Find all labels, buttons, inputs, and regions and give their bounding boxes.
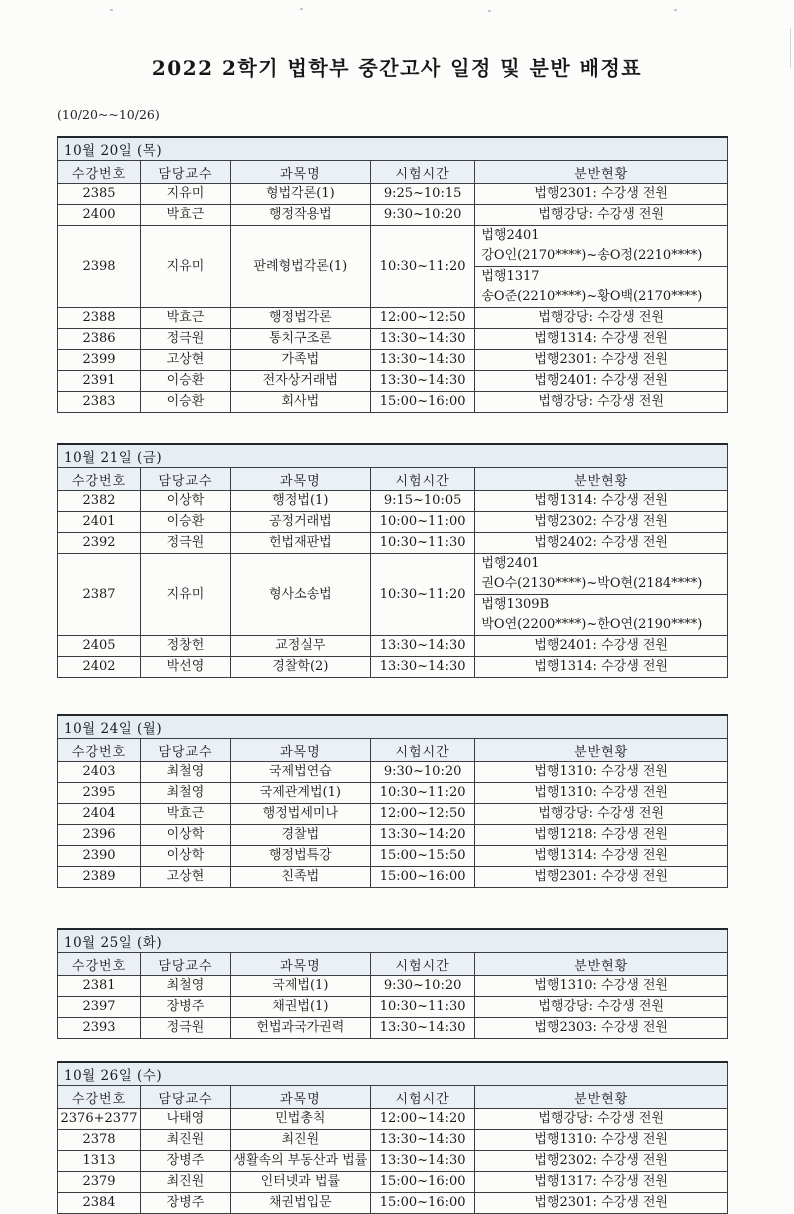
student-id-range: 박O연(2200****)~한O연(2190****): [481, 617, 703, 632]
course-code-cell: 2388: [58, 308, 141, 329]
room-assignment-cell: 법행1317: 수강생 전원: [475, 1172, 728, 1193]
exam-time-cell: 9:30~10:20: [370, 976, 475, 997]
professor-cell: 박선영: [141, 657, 231, 678]
room-name: 법행1317: [481, 269, 540, 284]
professor-cell: 이상학: [141, 491, 231, 512]
exam-time-cell: 9:30~10:20: [370, 205, 475, 226]
exam-time-cell: 10:30~11:20: [370, 226, 475, 308]
room-assignment-cell: 법행2301: 수강생 전원: [475, 1193, 728, 1214]
subject-cell: 국제법연습: [230, 762, 370, 783]
exam-table-3: [57, 714, 728, 888]
exam-row: [58, 1151, 728, 1172]
subject-cell: 가족법: [230, 350, 370, 371]
room-assignment-cell: [475, 226, 728, 308]
subject-cell: 헌법재판법: [230, 533, 370, 554]
column-header-room-assignment: 분반현황: [475, 953, 728, 976]
column-header-exam-time: 시험시간: [370, 468, 475, 491]
column-header-course-code: 수강번호: [58, 468, 141, 491]
exam-row: [58, 512, 728, 533]
course-code-cell: 2391: [58, 371, 141, 392]
table-date-header: 10월 20일 (목): [58, 137, 728, 161]
course-code-cell: 2397: [58, 997, 141, 1018]
course-code-cell: 2404: [58, 804, 141, 825]
subject-cell: 생활속의 부동산과 법률: [230, 1151, 370, 1172]
course-code-cell: 2382: [58, 491, 141, 512]
exam-time-cell: 12:00~12:50: [370, 804, 475, 825]
course-code-cell: 2385: [58, 184, 141, 205]
exam-time-cell: 13:30~14:30: [370, 1130, 475, 1151]
professor-cell: 장병주: [141, 1151, 231, 1172]
exam-time-cell: 10:30~11:20: [370, 554, 475, 636]
exam-row: [58, 825, 728, 846]
subject-cell: 채권법입문: [230, 1193, 370, 1214]
exam-row: [58, 1130, 728, 1151]
student-id-range: 강O인(2170****)~송O정(2210****): [481, 248, 703, 263]
exam-time-cell: 13:30~14:30: [370, 350, 475, 371]
column-header-professor: 담당교수: [141, 1086, 231, 1109]
subject-cell: 회사법: [230, 392, 370, 413]
professor-cell: 박효근: [141, 308, 231, 329]
exam-time-cell: 13:30~14:30: [370, 657, 475, 678]
room-name: 법행2401: [481, 228, 540, 243]
professor-cell: 정극원: [141, 1018, 231, 1039]
column-header-subject: 과목명: [230, 468, 370, 491]
room-assignment-cell: 법행2301: 수강생 전원: [475, 350, 728, 371]
course-code-cell: 2390: [58, 846, 141, 867]
room-assignment-cell: 법행강당: 수강생 전원: [475, 308, 728, 329]
exam-time-cell: 13:30~14:30: [370, 636, 475, 657]
exam-row: [58, 226, 728, 308]
course-code-cell: 2378: [58, 1130, 141, 1151]
course-code-cell: 2379: [58, 1172, 141, 1193]
subject-cell: 행정작용법: [230, 205, 370, 226]
exam-row: [58, 184, 728, 205]
room-assignment-cell: 법행1314: 수강생 전원: [475, 657, 728, 678]
subject-cell: 경찰학(2): [230, 657, 370, 678]
room-split-group: [475, 554, 727, 595]
course-code-cell: 2396: [58, 825, 141, 846]
room-assignment-cell: 법행1310: 수강생 전원: [475, 976, 728, 997]
course-code-cell: 2401: [58, 512, 141, 533]
room-assignment-cell: 법행2302: 수강생 전원: [475, 1151, 728, 1172]
exam-time-cell: 13:30~14:30: [370, 1018, 475, 1039]
professor-cell: 최진원: [141, 1130, 231, 1151]
professor-cell: 지유미: [141, 184, 231, 205]
subject-cell: 친족법: [230, 867, 370, 888]
room-assignment-cell: 법행1218: 수강생 전원: [475, 825, 728, 846]
subject-cell: 교정실무: [230, 636, 370, 657]
exam-time-cell: 10:30~11:30: [370, 533, 475, 554]
professor-cell: 정창헌: [141, 636, 231, 657]
room-split-group: [475, 595, 727, 635]
professor-cell: 정극원: [141, 329, 231, 350]
subject-cell: 행정법(1): [230, 491, 370, 512]
column-header-subject: 과목명: [230, 1086, 370, 1109]
scan-artifact: [110, 9, 113, 11]
course-code-cell: 2383: [58, 392, 141, 413]
room-assignment-cell: 법행2301: 수강생 전원: [475, 867, 728, 888]
exam-row: [58, 1018, 728, 1039]
course-code-cell: 2386: [58, 329, 141, 350]
column-header-subject: 과목명: [230, 739, 370, 762]
exam-time-cell: 13:30~14:30: [370, 329, 475, 350]
subject-cell: 채권법(1): [230, 997, 370, 1018]
exam-time-cell: 10:30~11:30: [370, 997, 475, 1018]
subject-cell: 행정법세미나: [230, 804, 370, 825]
professor-cell: 정극원: [141, 533, 231, 554]
room-assignment-cell: 법행1314: 수강생 전원: [475, 846, 728, 867]
column-header-course-code: 수강번호: [58, 953, 141, 976]
room-assignment-cell: 법행강당: 수강생 전원: [475, 205, 728, 226]
scan-artifact: [488, 10, 491, 12]
column-header-course-code: 수강번호: [58, 161, 141, 184]
course-code-cell: 2400: [58, 205, 141, 226]
exam-row: [58, 1193, 728, 1214]
column-header-professor: 담당교수: [141, 739, 231, 762]
exam-row: [58, 329, 728, 350]
exam-table-2: [57, 443, 728, 678]
subject-cell: 최진원: [230, 1130, 370, 1151]
subject-cell: 통치구조론: [230, 329, 370, 350]
table-date-header: 10월 24일 (월): [58, 715, 728, 739]
room-assignment-cell: 법행1314: 수강생 전원: [475, 329, 728, 350]
exam-time-cell: 15:00~16:00: [370, 1172, 475, 1193]
exam-time-cell: 15:00~16:00: [370, 392, 475, 413]
exam-time-cell: 15:00~15:50: [370, 846, 475, 867]
room-assignment-cell: [475, 554, 728, 636]
subject-cell: 전자상거래법: [230, 371, 370, 392]
course-code-cell: 2384: [58, 1193, 141, 1214]
professor-cell: 최진원: [141, 1172, 231, 1193]
exam-schedule-tables: [57, 136, 728, 1214]
exam-row: [58, 554, 728, 636]
course-code-cell: 2403: [58, 762, 141, 783]
exam-time-cell: 13:30~14:30: [370, 371, 475, 392]
room-assignment-cell: 법행1310: 수강생 전원: [475, 762, 728, 783]
subject-cell: 행정법각론: [230, 308, 370, 329]
exam-row: [58, 976, 728, 997]
professor-cell: 이승환: [141, 392, 231, 413]
table-date-header: 10월 21일 (금): [58, 444, 728, 468]
room-assignment-cell: 법행2302: 수강생 전원: [475, 512, 728, 533]
scan-artifact: [790, 28, 791, 68]
professor-cell: 최철영: [141, 783, 231, 804]
date-range-note: (10/20~~10/26): [57, 107, 160, 122]
column-header-course-code: 수강번호: [58, 739, 141, 762]
column-header-exam-time: 시험시간: [370, 1086, 475, 1109]
column-header-exam-time: 시험시간: [370, 161, 475, 184]
course-code-cell: 2398: [58, 226, 141, 308]
professor-cell: 이상학: [141, 846, 231, 867]
exam-row: [58, 1172, 728, 1193]
subject-cell: 인터넷과 법률: [230, 1172, 370, 1193]
room-assignment-cell: 법행2401: 수강생 전원: [475, 371, 728, 392]
exam-time-cell: 13:30~14:30: [370, 1151, 475, 1172]
subject-cell: 판례형법각론(1): [230, 226, 370, 308]
course-code-cell: 2405: [58, 636, 141, 657]
column-header-room-assignment: 분반현황: [475, 161, 728, 184]
room-assignment-cell: 법행강당: 수강생 전원: [475, 392, 728, 413]
course-code-cell: 2389: [58, 867, 141, 888]
page-title: 2022 2학기 법학부 중간고사 일정 및 분반 배정표: [151, 56, 643, 80]
exam-time-cell: 9:25~10:15: [370, 184, 475, 205]
room-assignment-cell: 법행1310: 수강생 전원: [475, 783, 728, 804]
column-header-room-assignment: 분반현황: [475, 739, 728, 762]
exam-time-cell: 9:15~10:05: [370, 491, 475, 512]
course-code-cell: 2399: [58, 350, 141, 371]
exam-row: [58, 867, 728, 888]
column-header-exam-time: 시험시간: [370, 953, 475, 976]
professor-cell: 이승환: [141, 371, 231, 392]
exam-row: [58, 491, 728, 512]
exam-row: [58, 533, 728, 554]
column-header-subject: 과목명: [230, 953, 370, 976]
course-code-cell: 2395: [58, 783, 141, 804]
table-date-header: 10월 25일 (화): [58, 929, 728, 953]
professor-cell: 나태영: [141, 1109, 231, 1130]
professor-cell: 지유미: [141, 554, 231, 636]
professor-cell: 박효근: [141, 205, 231, 226]
room-assignment-cell: 법행1310: 수강생 전원: [475, 1130, 728, 1151]
subject-cell: 공정거래법: [230, 512, 370, 533]
room-split-group: [475, 267, 727, 307]
professor-cell: 박효근: [141, 804, 231, 825]
column-header-exam-time: 시험시간: [370, 739, 475, 762]
exam-table-1: [57, 136, 728, 413]
subject-cell: 행정법특강: [230, 846, 370, 867]
exam-time-cell: 13:30~14:20: [370, 825, 475, 846]
subject-cell: 국제관계법(1): [230, 783, 370, 804]
column-header-professor: 담당교수: [141, 161, 231, 184]
student-id-range: 권O수(2130****)~박O현(2184****): [481, 576, 703, 591]
exam-row: [58, 762, 728, 783]
room-assignment-cell: 법행2303: 수강생 전원: [475, 1018, 728, 1039]
professor-cell: 최철영: [141, 976, 231, 997]
professor-cell: 이승환: [141, 512, 231, 533]
exam-row: [58, 657, 728, 678]
exam-time-cell: 10:00~11:00: [370, 512, 475, 533]
exam-row: [58, 783, 728, 804]
professor-cell: 지유미: [141, 226, 231, 308]
subject-cell: 민법총칙: [230, 1109, 370, 1130]
exam-row: [58, 205, 728, 226]
room-assignment-cell: 법행2401: 수강생 전원: [475, 636, 728, 657]
exam-row: [58, 392, 728, 413]
exam-time-cell: 10:30~11:20: [370, 783, 475, 804]
column-header-course-code: 수강번호: [58, 1086, 141, 1109]
scan-artifact: [674, 9, 677, 11]
course-code-cell: 2393: [58, 1018, 141, 1039]
room-assignment-cell: 법행2402: 수강생 전원: [475, 533, 728, 554]
professor-cell: 고상현: [141, 350, 231, 371]
course-code-cell: 1313: [58, 1151, 141, 1172]
exam-time-cell: 12:00~14:20: [370, 1109, 475, 1130]
professor-cell: 장병주: [141, 1193, 231, 1214]
scan-artifact: [300, 8, 303, 10]
room-assignment-cell: 법행2301: 수강생 전원: [475, 184, 728, 205]
subject-cell: 헌법과국가권력: [230, 1018, 370, 1039]
column-header-room-assignment: 분반현황: [475, 468, 728, 491]
column-header-professor: 담당교수: [141, 953, 231, 976]
course-code-cell: 2376+2377: [58, 1109, 141, 1130]
exam-row: [58, 1109, 728, 1130]
exam-row: [58, 804, 728, 825]
course-code-cell: 2387: [58, 554, 141, 636]
column-header-room-assignment: 분반현황: [475, 1086, 728, 1109]
exam-time-cell: 15:00~16:00: [370, 1193, 475, 1214]
exam-row: [58, 846, 728, 867]
room-split-group: [475, 226, 727, 267]
professor-cell: 장병주: [141, 997, 231, 1018]
professor-cell: 최철영: [141, 762, 231, 783]
course-code-cell: 2392: [58, 533, 141, 554]
professor-cell: 고상현: [141, 867, 231, 888]
column-header-professor: 담당교수: [141, 468, 231, 491]
room-assignment-cell: 법행강당: 수강생 전원: [475, 804, 728, 825]
exam-row: [58, 350, 728, 371]
exam-row: [58, 371, 728, 392]
exam-row: [58, 997, 728, 1018]
exam-table-5: [57, 1061, 728, 1214]
student-id-range: 송O준(2210****)~황O백(2170****): [481, 289, 703, 304]
room-name: 법행2401: [481, 556, 540, 571]
room-assignment-cell: 법행1314: 수강생 전원: [475, 491, 728, 512]
room-assignment-cell: 법행강당: 수강생 전원: [475, 997, 728, 1018]
exam-time-cell: 12:00~12:50: [370, 308, 475, 329]
course-code-cell: 2402: [58, 657, 141, 678]
professor-cell: 이상학: [141, 825, 231, 846]
course-code-cell: 2381: [58, 976, 141, 997]
subject-cell: 형법각론(1): [230, 184, 370, 205]
exam-time-cell: 15:00~16:00: [370, 867, 475, 888]
exam-table-4: [57, 928, 728, 1039]
room-name: 법행1309B: [481, 597, 550, 612]
exam-row: [58, 308, 728, 329]
subject-cell: 경찰법: [230, 825, 370, 846]
subject-cell: 형사소송법: [230, 554, 370, 636]
column-header-subject: 과목명: [230, 161, 370, 184]
subject-cell: 국제법(1): [230, 976, 370, 997]
table-date-header: 10월 26일 (수): [58, 1062, 728, 1086]
exam-row: [58, 636, 728, 657]
exam-time-cell: 9:30~10:20: [370, 762, 475, 783]
room-assignment-cell: 법행강당: 수강생 전원: [475, 1109, 728, 1130]
